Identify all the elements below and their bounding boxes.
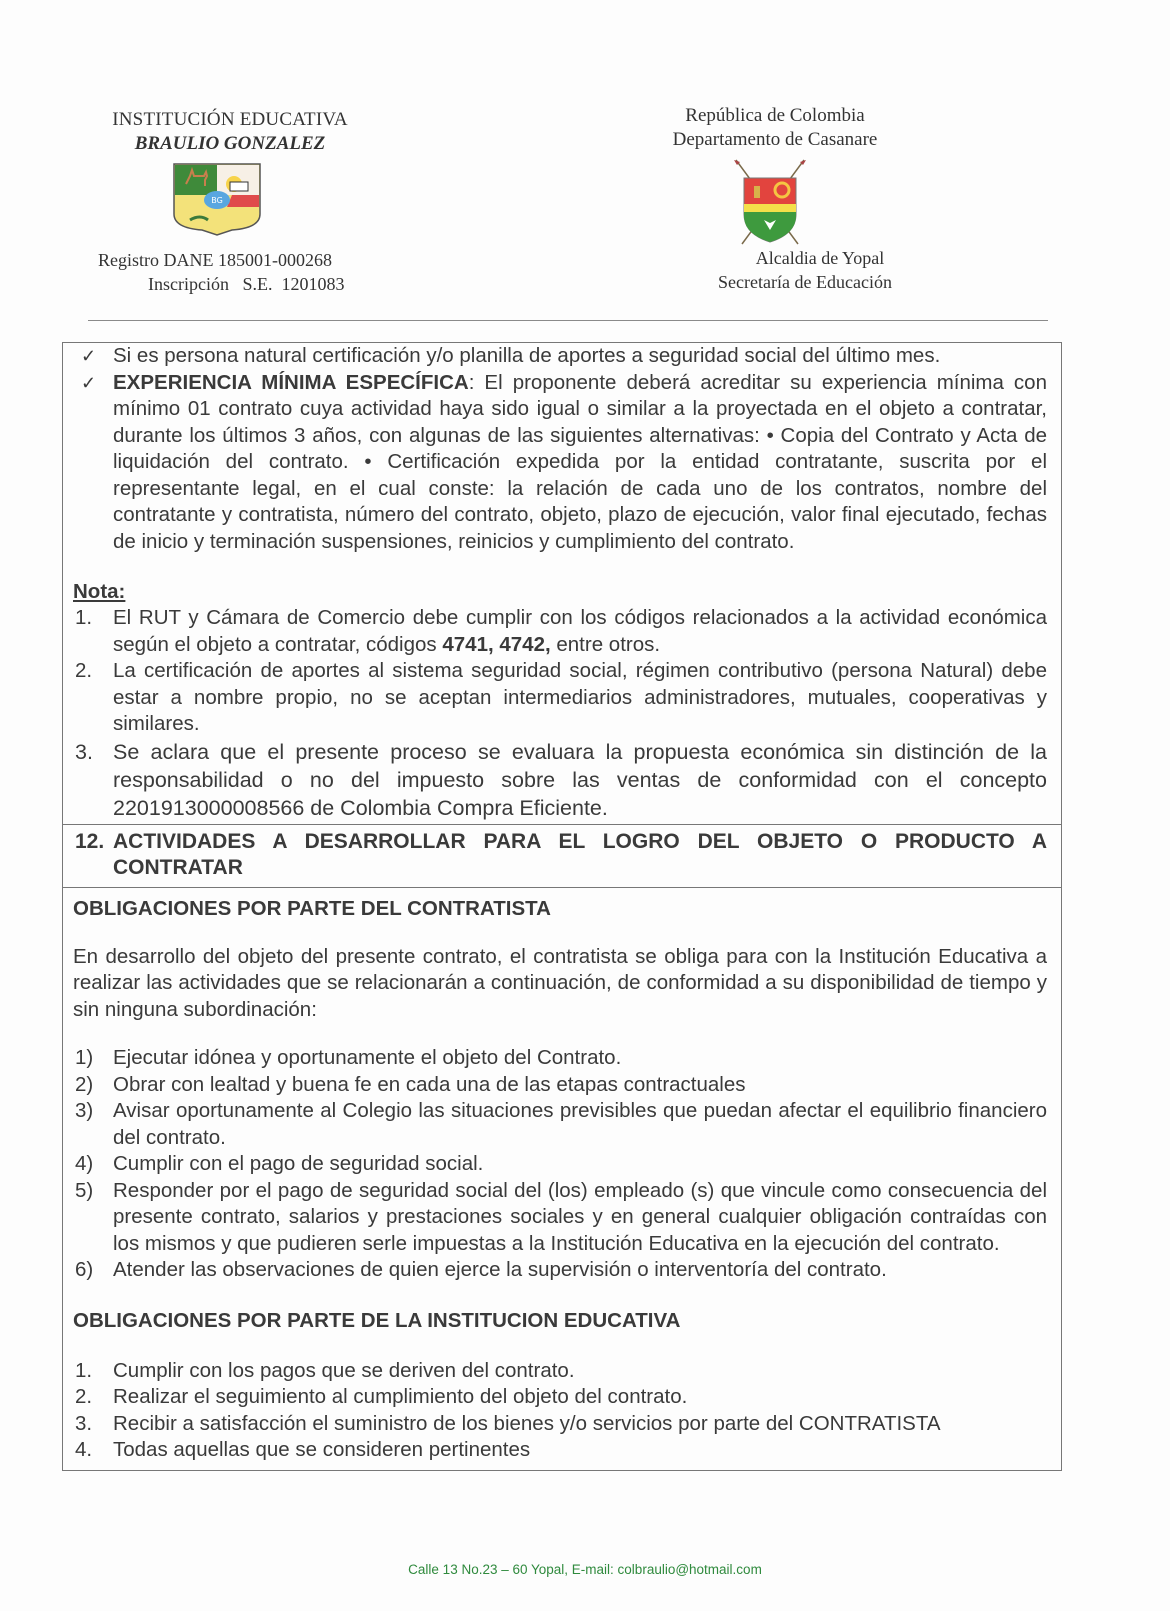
registro-dane: Registro DANE 185001-000268 (98, 250, 332, 270)
institucion-obligations-title: OBLIGACIONES POR PARTE DE LA INSTITUCION EDUCATIVA (73, 1308, 681, 1332)
contratista-obligations-title: OBLIGACIONES POR PARTE DEL CONTRATISTA (73, 896, 551, 920)
check-mark-icon: ✓ (81, 372, 97, 393)
requirement-text: EXPERIENCIA MÍNIMA ESPECÍFICA: El proponente deberá acreditar su experiencia mínima con mínimo 01 contrato cuya actividad haya sido igual o similar a la proyectada en el objeto a contratar, durante los últimos 3 años, con algunas de las siguientes alternativas: • Copia del Contrato y Acta de liquidación del contrato. • Certificación expedida por la entidad contratante, suscrita por el representante legal, en el cual conste: la relación de cada uno de los contratos, nombre del contratante y contratista, número del contrato, objeto, plazo de ejecución, valor final ejecutado, fechas de inicio y terminación suspensiones, reinicios y cumplimiento del contrato. (113, 370, 1047, 553)
institution-type: INSTITUCIÓN EDUCATIVA (112, 109, 348, 130)
institution-name: BRAULIO GONZALEZ (134, 133, 326, 154)
obligation-item: 3. Recibir a satisfacción el suministro de los bienes y/o servicios por parte del CONTRATISTA (75, 1411, 941, 1435)
requirement-heading: EXPERIENCIA MÍNIMA ESPECÍFICA (113, 370, 469, 394)
obligation-item: 1) Ejecutar idónea y oportunamente el objeto del Contrato. (75, 1046, 622, 1069)
requirements-section (63, 343, 1061, 825)
alcaldia-name: Alcaldia de Yopal (755, 248, 885, 268)
contratista-intro: En desarrollo del objeto del presente contrato, el contratista se obliga para con la Institución Educativa a realizar las actividades que se relacionarán a continuación, de conformidad a su disponibilidad de tiempo y sin ninguna subordinación: (73, 944, 1047, 1021)
obligation-item: 2. Realizar el seguimiento al cumplimiento del objeto del contrato. (75, 1385, 688, 1408)
secretaria-name: Secretaría de Educación (718, 272, 892, 292)
department-name: Departamento de Casanare (672, 129, 878, 150)
school-crest-icon (172, 162, 262, 236)
government-header (650, 104, 900, 152)
institution-header (80, 108, 380, 156)
requirement-item (73, 343, 1047, 370)
yopal-shield-icon (730, 156, 810, 248)
footer-address: Calle 13 No.23 – 60 Yopal, E-mail: colbraulio@hotmail.com (408, 1562, 762, 1577)
obligation-item: 4. Todas aquellas que se consideren pertinentes (75, 1438, 531, 1461)
requirement-text: Si es persona natural certificación y/o planilla de aportes a seguridad social del último mes. (113, 344, 941, 367)
obligation-item: 3) Avisar oportunamente al Colegio las situaciones previsibles que puedan afectar el equilibrio financiero del contrato. (75, 1099, 1047, 1149)
check-mark-icon: ✓ (81, 346, 97, 366)
requirement-item (73, 370, 1047, 556)
obligation-item: 6) Atender las observaciones de quien ejerce la supervisión o interventoría del contrato. (75, 1258, 887, 1281)
inscripcion-se: Inscripción S.E. 1201083 (148, 274, 345, 294)
svg-text:BG: BG (211, 196, 223, 205)
nota-title: Nota: (73, 580, 126, 603)
document-table (62, 342, 1062, 1471)
section-number: 12. (75, 829, 105, 853)
obligations-section (63, 888, 1061, 1470)
obligation-item: 5) Responder por el pago de seguridad social del (los) empleado (s) que vincule como consecuencia del presente contrato, salarios y prestaciones sociales y en general cualquier obligación contraídas con los mismos y que pudieren serle impuestas a la Institución Educativa en la ejecución del contrato. (75, 1178, 1047, 1255)
nota-item: 3. Se aclara que el presente proceso se evaluara la propuesta económica sin distinción de la responsabilidad o no del impuesto sobre las ventas de conformidad con el concepto 2201913000008566 de Colombia Compra Eficiente. (75, 739, 1047, 820)
institucion-obligations-list (73, 1358, 1047, 1464)
registration-info (80, 248, 410, 296)
country-name: República de Colombia (685, 105, 865, 126)
nota-item: 2. La certificación de aportes al sistema seguridad social, régimen contributivo (persona Natural) debe estar a nombre propio, no se aceptan intermediarios administradores, mutuales, cooperativas y similares. (75, 659, 1047, 735)
activity-codes: 4741, 4742, (442, 632, 551, 656)
alcaldia-info (680, 246, 930, 294)
section-title: ACTIVIDADES A DESARROLLAR PARA EL LOGRO DEL OBJETO O PRODUCTO A CONTRATAR (113, 829, 1047, 879)
obligation-item: 2) Obrar con lealtad y buena fe en cada una de las etapas contractuales (75, 1072, 746, 1096)
contratista-obligations-list (73, 1045, 1047, 1284)
obligation-item: 1. Cumplir con los pagos que se deriven del contrato. (75, 1358, 575, 1382)
section-12-header (63, 825, 1061, 888)
nota-item: 1. El RUT y Cámara de Comercio debe cumplir con los códigos relacionados a la actividad económica según el objeto a contratar, códigos 4741, 4742, entre otros. (75, 606, 1047, 656)
header-divider (88, 320, 1048, 321)
obligation-item: 4) Cumplir con el pago de seguridad social. (75, 1152, 484, 1175)
